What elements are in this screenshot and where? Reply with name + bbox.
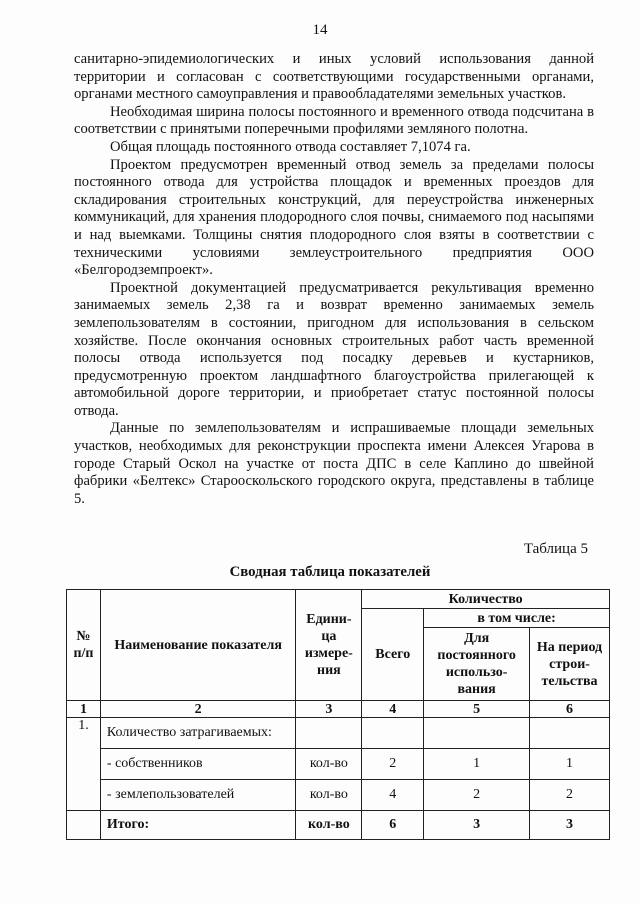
header-including: в том числе: bbox=[424, 609, 610, 628]
row-permanent bbox=[424, 718, 530, 749]
table-row bbox=[67, 718, 610, 749]
header-unit: Едини-ца измере-ния bbox=[296, 590, 362, 701]
table-row bbox=[67, 749, 610, 780]
table-row bbox=[67, 780, 610, 811]
total-row bbox=[67, 811, 610, 840]
header-quantity: Количество bbox=[362, 590, 610, 609]
row-permanent: 1 bbox=[424, 749, 530, 780]
column-number: 2 bbox=[100, 701, 296, 718]
column-number: 6 bbox=[530, 701, 610, 718]
row-name: - собственников bbox=[100, 749, 296, 780]
column-number: 1 bbox=[67, 701, 101, 718]
column-number: 4 bbox=[362, 701, 424, 718]
column-number-row bbox=[67, 701, 610, 718]
total-row-permanent: 3 bbox=[424, 811, 530, 840]
total-row-construction: 3 bbox=[530, 811, 610, 840]
header-no: № п/п bbox=[67, 590, 101, 701]
header-permanent: Для постоянного использо-вания bbox=[424, 628, 530, 701]
column-number: 5 bbox=[424, 701, 530, 718]
row-unit: кол-во bbox=[296, 749, 362, 780]
table-title: Сводная таблица показателей bbox=[229, 564, 431, 580]
row-construction: 2 bbox=[530, 780, 610, 811]
row-name: - землепользователей bbox=[100, 780, 296, 811]
row-permanent: 2 bbox=[424, 780, 530, 811]
paragraph: Необходимая ширина полосы постоянного и временного отвода подсчитана в соответствии с принятыми поперечными профилями земляного полотна. bbox=[74, 103, 594, 138]
page-number: 14 bbox=[312, 22, 328, 38]
header-total: Всего bbox=[362, 609, 424, 701]
row-unit bbox=[296, 718, 362, 749]
row-total: 4 bbox=[362, 780, 424, 811]
total-row-unit: кол-во bbox=[296, 811, 362, 840]
row-number: 1. bbox=[67, 718, 101, 811]
row-total: 2 bbox=[362, 749, 424, 780]
total-row-number bbox=[67, 811, 101, 840]
header-name: Наименование показателя bbox=[100, 590, 296, 701]
header-construction: На период строи-тельства bbox=[530, 628, 610, 701]
row-unit: кол-во bbox=[296, 780, 362, 811]
paragraph: Данные по землепользователям и испрашиваемые площади земельных участков, необходимых для реконструкции проспекта имени Алексея Угарова в городе Старый Оскол на участке от поста ДПС в селе Каплино до швейной фабрики «Белтекс» Старооскольского городского округа, представлены в таблице 5. bbox=[74, 420, 594, 507]
row-name: Количество затрагиваемых: bbox=[100, 718, 296, 749]
column-number: 3 bbox=[296, 701, 362, 718]
row-construction: 1 bbox=[530, 749, 610, 780]
row-total bbox=[362, 718, 424, 749]
paragraph: Проектом предусмотрен временный отвод земель за пределами полосы постоянного отвода для устройства площадок и временных проездов для складирования строительных конструкций, для переустройства инженерных коммуникаций, для хранения плодородного слоя почвы, снимаемого под насыпями и над выемками. Толщины снятия плодородного слоя взяты в соответствии с техническими условиями землеустроительного предприятия ООО «Белгородземпроект». bbox=[74, 156, 594, 279]
summary-table bbox=[66, 589, 610, 840]
paragraph: Общая площадь постоянного отвода составляет 7,1074 га. bbox=[110, 138, 471, 155]
total-row-name: Итого: bbox=[100, 811, 296, 840]
body-text bbox=[74, 51, 594, 508]
paragraph: санитарно-эпидемиологических и иных условий использования данной территории и согласован с соответствующими государственными органами, органами местного самоуправления и правообладателями земельных участков. bbox=[74, 51, 594, 103]
total-row-total: 6 bbox=[362, 811, 424, 840]
row-construction bbox=[530, 718, 610, 749]
table-label: Таблица 5 bbox=[523, 541, 588, 557]
paragraph: Проектной документацией предусматривается рекультивация временно занимаемых земель 2,38 га и возврат временно занимаемых земель землепользователям в состоянии, пригодном для использования в сельском хозяйстве. После окончания основных строительных работ часть временной полосы отвода используется под посадку деревьев и кустарников, предусмотренную проектом ландшафтного благоустройства прилегающей к автомобильной дороге территории, и приобретает статус постоянной полосы отвода. bbox=[74, 279, 594, 419]
